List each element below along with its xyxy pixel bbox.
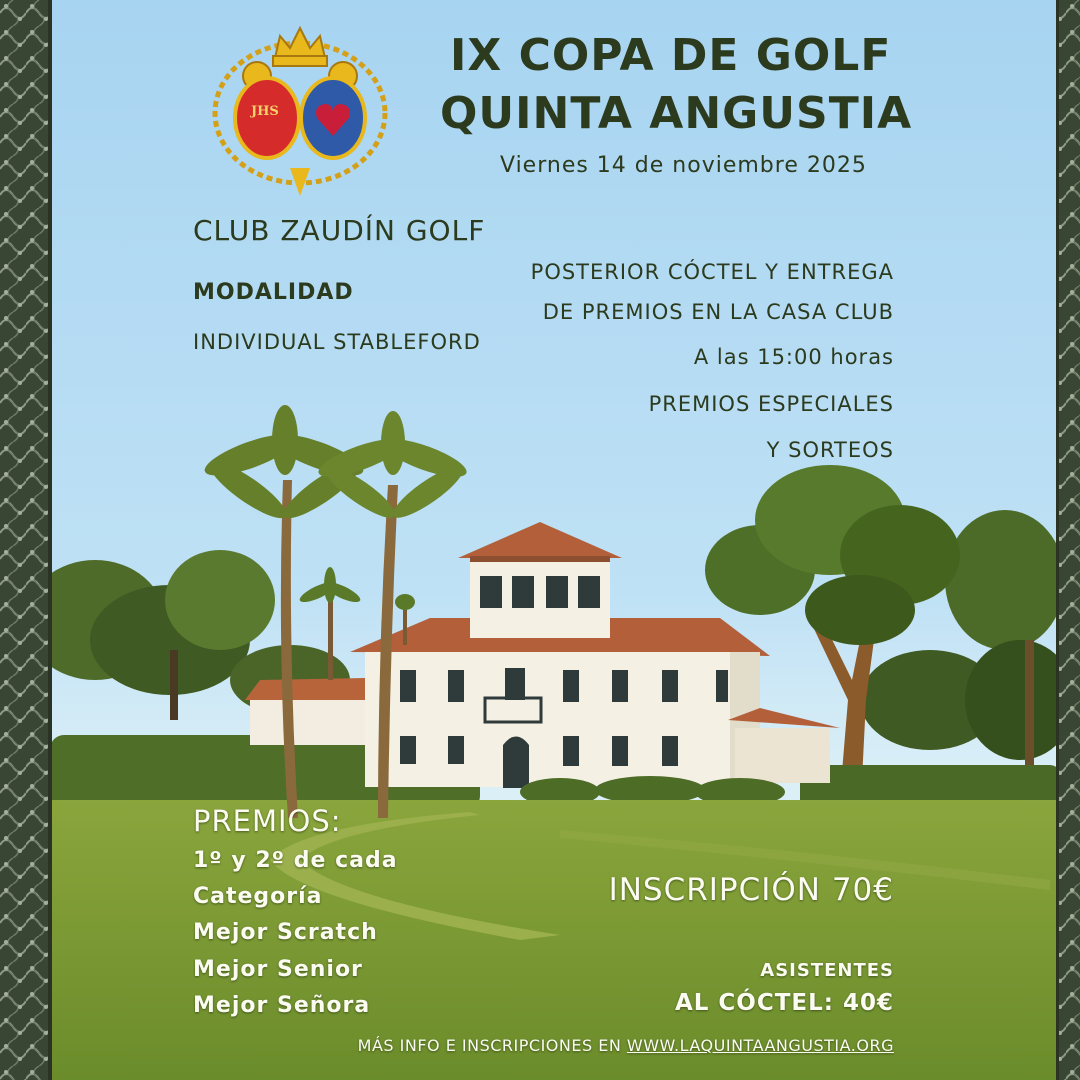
event-line-1: POSTERIOR CÓCTEL Y ENTREGA [530,260,894,284]
modalidad-label: MODALIDAD [193,280,354,305]
prize-item: 1º y 2º de cada [193,848,398,873]
emblem-jhs-text: JHS [251,104,279,119]
modalidad-value: INDIVIDUAL STABLEFORD [193,330,481,354]
prizes-title: PREMIOS: [193,804,342,838]
prize-item: Mejor Senior [193,957,363,982]
website-link[interactable]: WWW.LAQUINTAANGUSTIA.ORG [626,1036,894,1055]
club-name: CLUB ZAUDÍN GOLF [193,214,486,247]
prize-item: Categoría [193,884,323,909]
cocktail-fee: AL CÓCTEL: 40€ [674,990,894,1016]
border-right [1058,0,1080,1080]
raffles: Y SORTEOS [766,438,894,462]
special-prizes: PREMIOS ESPECIALES [648,392,894,416]
prize-item: Mejor Scratch [193,920,378,945]
event-line-2: DE PREMIOS EN LA CASA CLUB [542,300,894,324]
title-line-1: IX COPA DE GOLF [450,30,892,81]
event-time: A las 15:00 horas [693,345,894,369]
more-info [358,1036,894,1055]
title-line-2: QUINTA ANGUSTIA [440,88,913,139]
side-wing [245,678,365,745]
cocktail-attendees-label: ASISTENTES [760,960,894,981]
prize-item: Mejor Señora [193,993,371,1018]
brotherhood-emblem-icon [205,18,395,203]
more-info-prefix: MÁS INFO E INSCRIPCIONES EN [357,1036,622,1055]
border-left [0,0,50,1080]
event-date: Viernes 14 de noviembre 2025 [500,153,867,178]
registration-fee: INSCRIPCIÓN 70€ [608,872,894,908]
